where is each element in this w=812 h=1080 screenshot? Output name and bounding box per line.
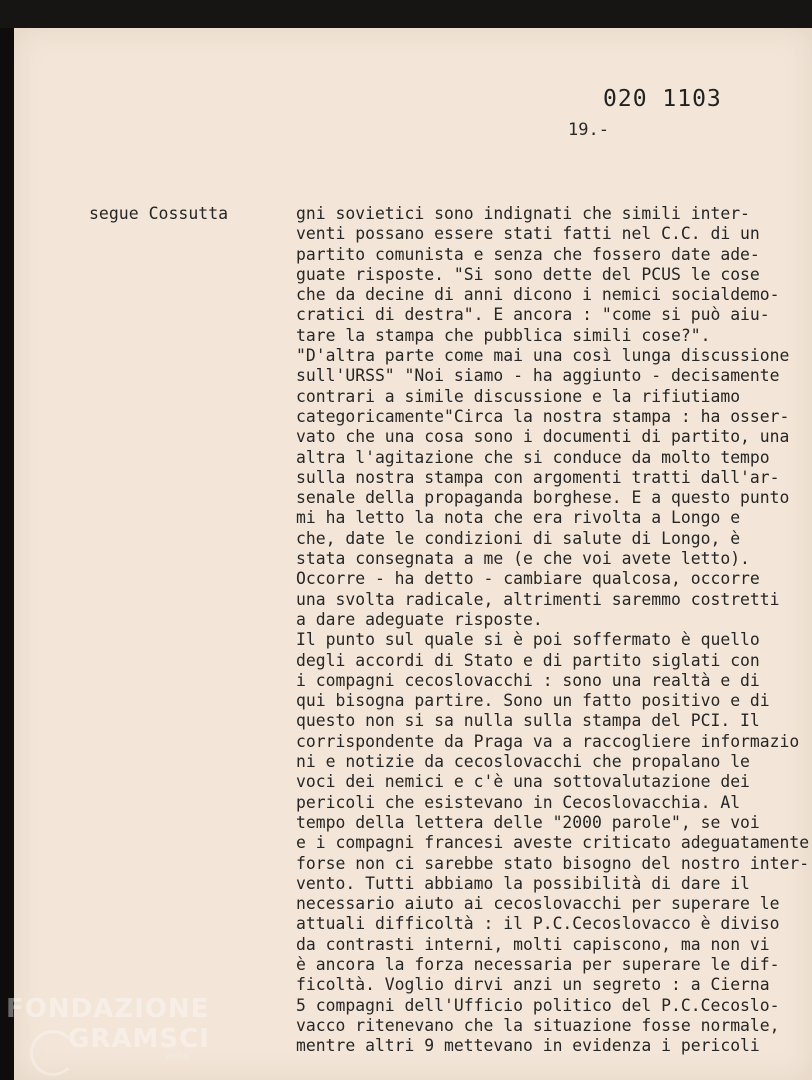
- text-line: stata consegnata a me (e che voi avete letto).: [296, 549, 750, 569]
- text-line: vento. Tutti abbiamo la possibilità di dare il: [296, 873, 750, 893]
- text-line: cratici di destra". E ancora : "come si può aiu-: [296, 305, 770, 325]
- text-line: che da decine di anni dicono i nemici socialdemo-: [296, 285, 780, 305]
- text-line: una svolta radicale, altrimenti saremmo costretti: [296, 589, 780, 609]
- text-line: corrispondente da Praga va a raccogliere informazio: [296, 731, 800, 751]
- document-number: 020 1103: [603, 86, 722, 112]
- watermark-small-text: onlus: [166, 1052, 191, 1062]
- watermark-line1: FONDAZIONE: [6, 994, 210, 1024]
- text-line: contrari a simile discussione e la rifiutiamo: [296, 386, 741, 406]
- text-line: tare la stampa che pubblica simili cose?".: [296, 325, 711, 345]
- watermark-line2: GRAMSCI: [68, 1024, 210, 1054]
- text-line: da contrasti interni, molti capiscono, ma non vi: [296, 934, 770, 954]
- text-line: gni sovietici sono indignati che simili inter-: [296, 204, 750, 223]
- text-line: pericoli che esistevano in Cecoslovacchia. Al: [296, 792, 741, 812]
- text-line: ni e notizie da cecoslovacchi che propalano le: [296, 752, 750, 772]
- text-line: vacco ritenevano che la situazione fosse normale,: [296, 1015, 780, 1035]
- text-line: Occorre - ha detto - cambiare qualcosa, occorre: [296, 569, 760, 589]
- text-line: mentre altri 9 mettevano in evidenza i pericoli: [296, 1036, 760, 1056]
- text-line: a dare adeguate risposte.: [296, 609, 543, 629]
- text-line: necessario aiuto ai cecoslovacchi per superare le: [296, 894, 780, 914]
- text-line: ficoltà. Voglio dirvi anzi un segreto : a Cierna: [296, 975, 770, 995]
- text-line: sulla nostra stampa con argomenti tratti dall'ar-: [296, 467, 780, 487]
- text-line: e i compagni francesi aveste criticato adeguatamente: [296, 833, 810, 853]
- text-line: degli accordi di Stato e di partito siglati con: [296, 650, 760, 670]
- body-text: [296, 204, 810, 1056]
- text-line: venti possano essere stati fatti nel C.C. di un: [296, 224, 760, 244]
- scan-top-border: [0, 0, 812, 28]
- text-line: tempo della lettera delle "2000 parole", se voi: [296, 812, 760, 832]
- text-line: voci dei nemici e c'è una sottovalutazione dei: [296, 772, 750, 792]
- text-line: che, date le condizioni di salute di Longo, è: [296, 528, 741, 548]
- text-line: i compagni cecoslovacchi : sono una realtà e di: [296, 670, 760, 690]
- text-line: senale della propaganda borghese. E a questo punto: [296, 488, 790, 508]
- text-line: mi ha letto la nota che era rivolta a Longo e: [296, 508, 741, 528]
- watermark-logo-icon: [30, 1030, 76, 1076]
- text-line: forse non ci sarebbe stato bisogno del nostro inter-: [296, 853, 810, 873]
- text-line: guate risposte. "Si sono dette del PCUS le cose: [296, 264, 760, 284]
- text-line: "D'altra parte come mai una così lunga discussione: [296, 346, 790, 366]
- text-line: qui bisogna partire. Sono un fatto positivo e di: [296, 691, 770, 711]
- text-line: vato che una cosa sono i documenti di partito, una: [296, 427, 790, 447]
- text-line: sull'URSS" "Noi siamo - ha aggiunto - decisamente: [296, 366, 780, 386]
- text-line: categoricamente"Circa la nostra stampa : ha osser-: [296, 406, 790, 426]
- text-line: Il punto sul quale si è poi soffermato è quello: [296, 630, 760, 650]
- page-number: 19.-: [568, 120, 609, 140]
- text-line: è ancora la forza necessaria per superare le dif-: [296, 954, 780, 974]
- speaker-label: segue Cossutta: [89, 204, 229, 223]
- text-line: partito comunista e senza che fossero date ade-: [296, 244, 760, 264]
- text-line: altra l'agitazione che si conduce da molto tempo: [296, 447, 770, 467]
- text-line: 5 compagni dell'Ufficio politico del P.C.Cecoslo-: [296, 995, 780, 1015]
- text-line: attuali difficoltà : il P.C.Cecoslovacco è diviso: [296, 914, 780, 934]
- text-line: questo non si sa nulla sulla stampa del PCI. Il: [296, 711, 760, 731]
- scan-left-border: [0, 28, 14, 1080]
